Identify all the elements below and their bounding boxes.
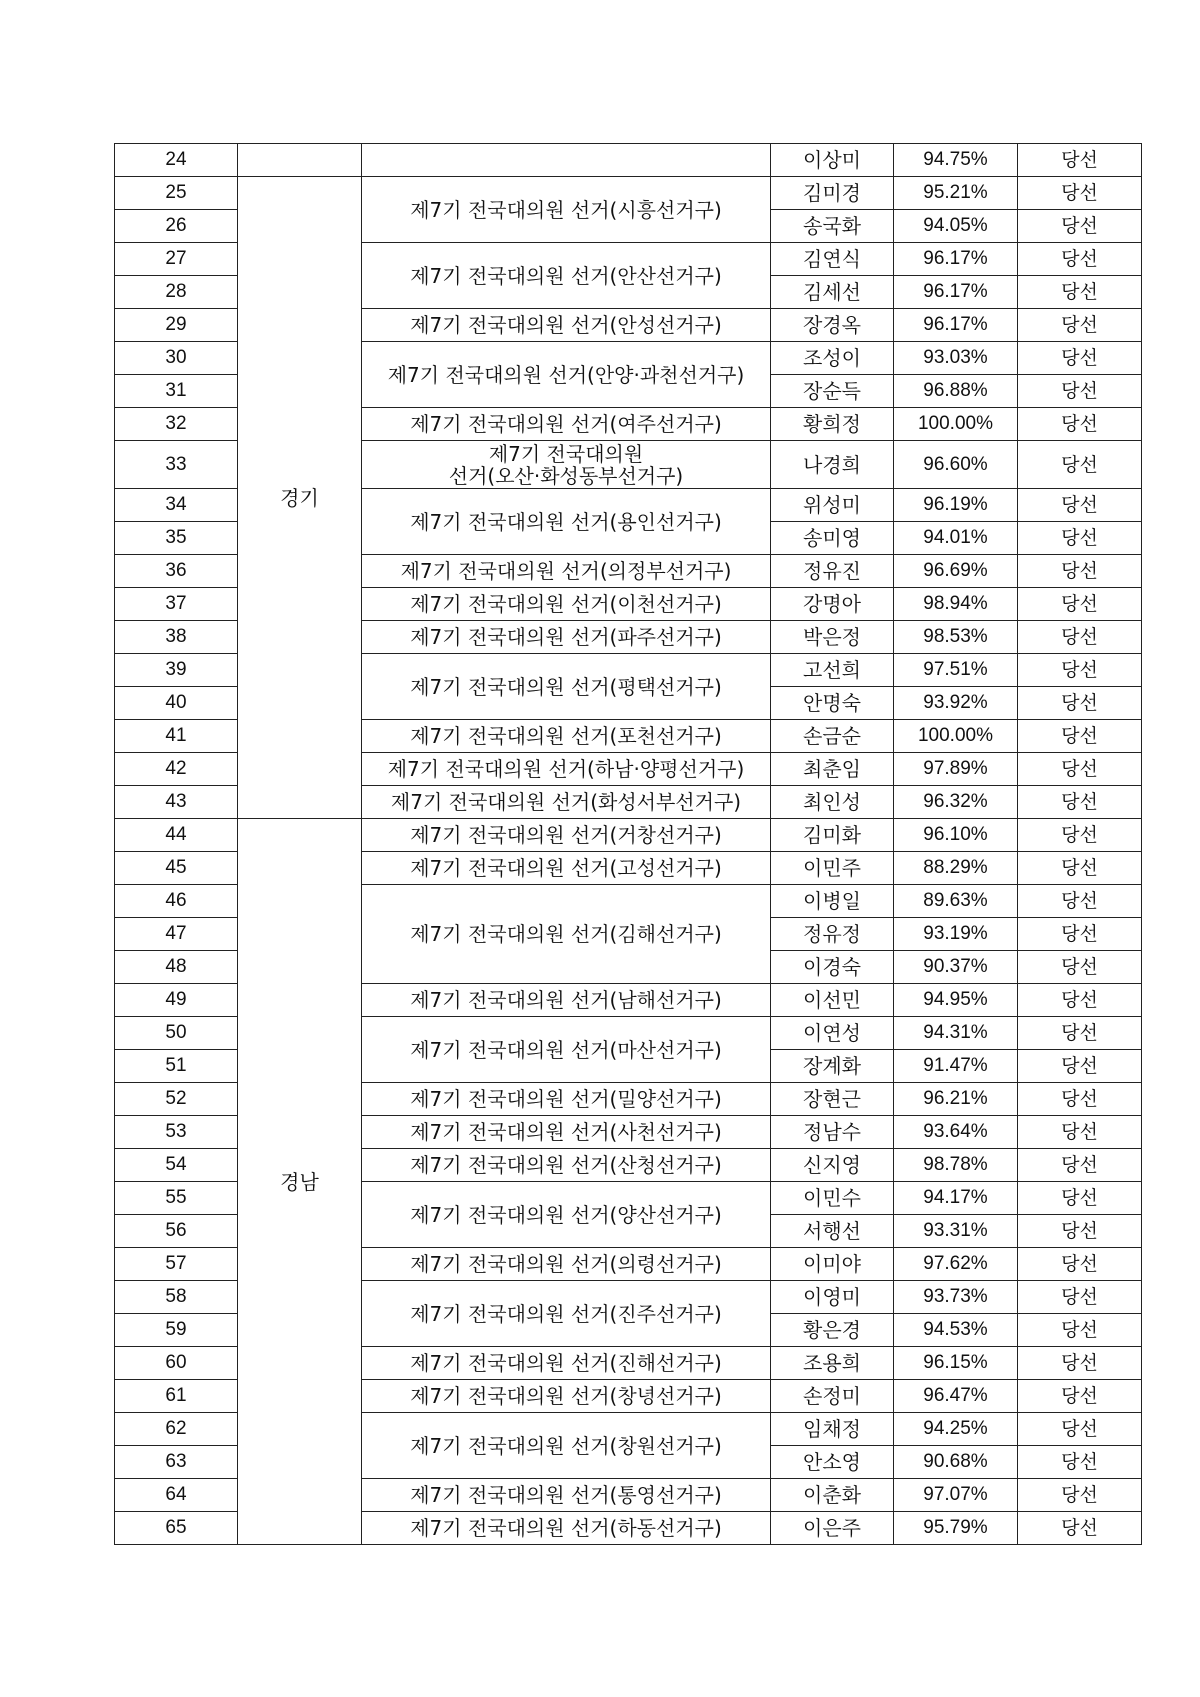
vote-percentage: 96.17% <box>894 243 1018 276</box>
election-cell: 제7기 전국대의원 선거(밀양선거구) <box>362 1083 771 1116</box>
candidate-name: 김미화 <box>771 819 894 852</box>
row-number: 33 <box>115 441 238 489</box>
result-status: 당선 <box>1018 309 1142 342</box>
candidate-name: 손정미 <box>771 1380 894 1413</box>
result-status: 당선 <box>1018 984 1142 1017</box>
vote-percentage: 94.53% <box>894 1314 1018 1347</box>
vote-percentage: 97.51% <box>894 654 1018 687</box>
election-cell: 제7기 전국대의원 선거(창원선거구) <box>362 1413 771 1479</box>
row-number: 59 <box>115 1314 238 1347</box>
election-cell: 제7기 전국대의원 선거(고성선거구) <box>362 852 771 885</box>
candidate-name: 장계화 <box>771 1050 894 1083</box>
row-number: 32 <box>115 408 238 441</box>
result-status: 당선 <box>1018 687 1142 720</box>
election-cell: 제7기 전국대의원 선거(하남·양평선거구) <box>362 753 771 786</box>
candidate-name: 정유정 <box>771 918 894 951</box>
row-number: 63 <box>115 1446 238 1479</box>
vote-percentage: 96.69% <box>894 555 1018 588</box>
vote-percentage: 89.63% <box>894 885 1018 918</box>
table-row <box>115 144 1142 177</box>
result-status: 당선 <box>1018 852 1142 885</box>
candidate-name: 이병일 <box>771 885 894 918</box>
row-number: 41 <box>115 720 238 753</box>
row-number: 51 <box>115 1050 238 1083</box>
result-status: 당선 <box>1018 522 1142 555</box>
row-number: 27 <box>115 243 238 276</box>
candidate-name: 위성미 <box>771 489 894 522</box>
row-number: 31 <box>115 375 238 408</box>
result-status: 당선 <box>1018 951 1142 984</box>
candidate-name: 이연성 <box>771 1017 894 1050</box>
vote-percentage: 95.79% <box>894 1512 1018 1545</box>
row-number: 34 <box>115 489 238 522</box>
row-number: 65 <box>115 1512 238 1545</box>
row-number: 37 <box>115 588 238 621</box>
candidate-name: 이은주 <box>771 1512 894 1545</box>
result-status: 당선 <box>1018 1446 1142 1479</box>
election-results-table <box>114 143 1142 1545</box>
candidate-name: 김세선 <box>771 276 894 309</box>
result-status: 당선 <box>1018 1017 1142 1050</box>
row-number: 46 <box>115 885 238 918</box>
election-cell: 제7기 전국대의원 선거(의령선거구) <box>362 1248 771 1281</box>
region-cell <box>238 144 362 177</box>
candidate-name: 이경숙 <box>771 951 894 984</box>
election-cell <box>362 144 771 177</box>
election-cell: 제7기 전국대의원 선거(양산선거구) <box>362 1182 771 1248</box>
vote-percentage: 94.05% <box>894 210 1018 243</box>
election-cell: 제7기 전국대의원 선거(의정부선거구) <box>362 555 771 588</box>
candidate-name: 최춘임 <box>771 753 894 786</box>
election-cell: 제7기 전국대의원 선거(산청선거구) <box>362 1149 771 1182</box>
vote-percentage: 100.00% <box>894 408 1018 441</box>
vote-percentage: 96.88% <box>894 375 1018 408</box>
election-cell: 제7기 전국대의원 선거(시흥선거구) <box>362 177 771 243</box>
row-number: 50 <box>115 1017 238 1050</box>
row-number: 49 <box>115 984 238 1017</box>
result-status: 당선 <box>1018 375 1142 408</box>
candidate-name: 정유진 <box>771 555 894 588</box>
candidate-name: 조성이 <box>771 342 894 375</box>
vote-percentage: 96.19% <box>894 489 1018 522</box>
vote-percentage: 98.53% <box>894 621 1018 654</box>
result-status: 당선 <box>1018 786 1142 819</box>
row-number: 58 <box>115 1281 238 1314</box>
candidate-name: 서행선 <box>771 1215 894 1248</box>
election-cell: 제7기 전국대의원 선거(용인선거구) <box>362 489 771 555</box>
election-cell: 제7기 전국대의원 선거(진해선거구) <box>362 1347 771 1380</box>
election-cell: 제7기 전국대의원 선거(포천선거구) <box>362 720 771 753</box>
vote-percentage: 97.62% <box>894 1248 1018 1281</box>
result-status: 당선 <box>1018 1281 1142 1314</box>
vote-percentage: 96.15% <box>894 1347 1018 1380</box>
result-status: 당선 <box>1018 753 1142 786</box>
result-status: 당선 <box>1018 243 1142 276</box>
row-number: 54 <box>115 1149 238 1182</box>
row-number: 52 <box>115 1083 238 1116</box>
result-status: 당선 <box>1018 720 1142 753</box>
result-status: 당선 <box>1018 1314 1142 1347</box>
election-cell: 제7기 전국대의원 선거(김해선거구) <box>362 885 771 984</box>
row-number: 48 <box>115 951 238 984</box>
region-cell: 경기 <box>238 177 362 819</box>
vote-percentage: 97.07% <box>894 1479 1018 1512</box>
row-number: 35 <box>115 522 238 555</box>
row-number: 55 <box>115 1182 238 1215</box>
candidate-name: 신지영 <box>771 1149 894 1182</box>
vote-percentage: 96.47% <box>894 1380 1018 1413</box>
candidate-name: 송국화 <box>771 210 894 243</box>
vote-percentage: 93.03% <box>894 342 1018 375</box>
row-number: 38 <box>115 621 238 654</box>
candidate-name: 안명숙 <box>771 687 894 720</box>
result-status: 당선 <box>1018 144 1142 177</box>
row-number: 42 <box>115 753 238 786</box>
candidate-name: 이미야 <box>771 1248 894 1281</box>
candidate-name: 이상미 <box>771 144 894 177</box>
election-cell: 제7기 전국대의원 선거(거창선거구) <box>362 819 771 852</box>
vote-percentage: 88.29% <box>894 852 1018 885</box>
row-number: 36 <box>115 555 238 588</box>
vote-percentage: 97.89% <box>894 753 1018 786</box>
row-number: 57 <box>115 1248 238 1281</box>
row-number: 26 <box>115 210 238 243</box>
result-status: 당선 <box>1018 1083 1142 1116</box>
vote-percentage: 94.31% <box>894 1017 1018 1050</box>
election-cell: 제7기 전국대의원 선거(하동선거구) <box>362 1512 771 1545</box>
vote-percentage: 94.95% <box>894 984 1018 1017</box>
vote-percentage: 98.94% <box>894 588 1018 621</box>
candidate-name: 김미경 <box>771 177 894 210</box>
candidate-name: 김연식 <box>771 243 894 276</box>
candidate-name: 강명아 <box>771 588 894 621</box>
row-number: 29 <box>115 309 238 342</box>
table-row <box>115 819 1142 852</box>
result-status: 당선 <box>1018 489 1142 522</box>
election-cell: 제7기 전국대의원 선거(이천선거구) <box>362 588 771 621</box>
result-status: 당선 <box>1018 1479 1142 1512</box>
row-number: 62 <box>115 1413 238 1446</box>
vote-percentage: 94.01% <box>894 522 1018 555</box>
candidate-name: 임채정 <box>771 1413 894 1446</box>
vote-percentage: 96.10% <box>894 819 1018 852</box>
candidate-name: 장현근 <box>771 1083 894 1116</box>
election-results-sheet <box>114 143 1142 1545</box>
vote-percentage: 93.19% <box>894 918 1018 951</box>
result-status: 당선 <box>1018 1413 1142 1446</box>
candidate-name: 나경희 <box>771 441 894 489</box>
result-status: 당선 <box>1018 441 1142 489</box>
result-status: 당선 <box>1018 276 1142 309</box>
vote-percentage: 90.37% <box>894 951 1018 984</box>
candidate-name: 손금순 <box>771 720 894 753</box>
result-status: 당선 <box>1018 1050 1142 1083</box>
vote-percentage: 100.00% <box>894 720 1018 753</box>
table-row <box>115 177 1142 210</box>
candidate-name: 이민주 <box>771 852 894 885</box>
candidate-name: 안소영 <box>771 1446 894 1479</box>
vote-percentage: 93.31% <box>894 1215 1018 1248</box>
row-number: 56 <box>115 1215 238 1248</box>
vote-percentage: 93.73% <box>894 1281 1018 1314</box>
election-cell: 제7기 전국대의원 선거(안성선거구) <box>362 309 771 342</box>
result-status: 당선 <box>1018 177 1142 210</box>
row-number: 30 <box>115 342 238 375</box>
candidate-name: 이춘화 <box>771 1479 894 1512</box>
result-status: 당선 <box>1018 555 1142 588</box>
row-number: 44 <box>115 819 238 852</box>
result-status: 당선 <box>1018 654 1142 687</box>
row-number: 61 <box>115 1380 238 1413</box>
result-status: 당선 <box>1018 621 1142 654</box>
row-number: 47 <box>115 918 238 951</box>
candidate-name: 이민수 <box>771 1182 894 1215</box>
row-number: 60 <box>115 1347 238 1380</box>
region-cell: 경남 <box>238 819 362 1545</box>
vote-percentage: 93.92% <box>894 687 1018 720</box>
result-status: 당선 <box>1018 1149 1142 1182</box>
result-status: 당선 <box>1018 1347 1142 1380</box>
vote-percentage: 93.64% <box>894 1116 1018 1149</box>
candidate-name: 황희정 <box>771 408 894 441</box>
row-number: 24 <box>115 144 238 177</box>
candidate-name: 정남수 <box>771 1116 894 1149</box>
result-status: 당선 <box>1018 1182 1142 1215</box>
row-number: 39 <box>115 654 238 687</box>
election-cell: 제7기 전국대의원 선거(화성서부선거구) <box>362 786 771 819</box>
vote-percentage: 94.75% <box>894 144 1018 177</box>
result-status: 당선 <box>1018 1512 1142 1545</box>
vote-percentage: 96.17% <box>894 276 1018 309</box>
candidate-name: 송미영 <box>771 522 894 555</box>
result-status: 당선 <box>1018 1380 1142 1413</box>
row-number: 64 <box>115 1479 238 1512</box>
election-cell: 제7기 전국대의원 선거(오산·화성동부선거구) <box>362 441 771 489</box>
result-status: 당선 <box>1018 408 1142 441</box>
election-cell: 제7기 전국대의원 선거(통영선거구) <box>362 1479 771 1512</box>
result-status: 당선 <box>1018 918 1142 951</box>
candidate-name: 장순득 <box>771 375 894 408</box>
candidate-name: 박은정 <box>771 621 894 654</box>
vote-percentage: 96.21% <box>894 1083 1018 1116</box>
vote-percentage: 96.17% <box>894 309 1018 342</box>
election-cell: 제7기 전국대의원 선거(파주선거구) <box>362 621 771 654</box>
election-cell: 제7기 전국대의원 선거(여주선거구) <box>362 408 771 441</box>
row-number: 40 <box>115 687 238 720</box>
row-number: 45 <box>115 852 238 885</box>
candidate-name: 고선희 <box>771 654 894 687</box>
candidate-name: 이영미 <box>771 1281 894 1314</box>
election-cell: 제7기 전국대의원 선거(안산선거구) <box>362 243 771 309</box>
vote-percentage: 91.47% <box>894 1050 1018 1083</box>
candidate-name: 이선민 <box>771 984 894 1017</box>
result-status: 당선 <box>1018 885 1142 918</box>
result-status: 당선 <box>1018 819 1142 852</box>
vote-percentage: 96.32% <box>894 786 1018 819</box>
candidate-name: 장경옥 <box>771 309 894 342</box>
vote-percentage: 95.21% <box>894 177 1018 210</box>
result-status: 당선 <box>1018 210 1142 243</box>
election-cell: 제7기 전국대의원 선거(마산선거구) <box>362 1017 771 1083</box>
vote-percentage: 94.25% <box>894 1413 1018 1446</box>
row-number: 28 <box>115 276 238 309</box>
row-number: 43 <box>115 786 238 819</box>
vote-percentage: 96.60% <box>894 441 1018 489</box>
table-body <box>115 144 1142 1545</box>
row-number: 25 <box>115 177 238 210</box>
result-status: 당선 <box>1018 342 1142 375</box>
election-cell: 제7기 전국대의원 선거(안양·과천선거구) <box>362 342 771 408</box>
vote-percentage: 94.17% <box>894 1182 1018 1215</box>
vote-percentage: 98.78% <box>894 1149 1018 1182</box>
election-cell: 제7기 전국대의원 선거(남해선거구) <box>362 984 771 1017</box>
result-status: 당선 <box>1018 588 1142 621</box>
candidate-name: 조용희 <box>771 1347 894 1380</box>
result-status: 당선 <box>1018 1116 1142 1149</box>
election-cell: 제7기 전국대의원 선거(창녕선거구) <box>362 1380 771 1413</box>
election-cell: 제7기 전국대의원 선거(사천선거구) <box>362 1116 771 1149</box>
result-status: 당선 <box>1018 1215 1142 1248</box>
election-cell: 제7기 전국대의원 선거(평택선거구) <box>362 654 771 720</box>
election-cell: 제7기 전국대의원 선거(진주선거구) <box>362 1281 771 1347</box>
candidate-name: 황은경 <box>771 1314 894 1347</box>
candidate-name: 최인성 <box>771 786 894 819</box>
vote-percentage: 90.68% <box>894 1446 1018 1479</box>
row-number: 53 <box>115 1116 238 1149</box>
result-status: 당선 <box>1018 1248 1142 1281</box>
